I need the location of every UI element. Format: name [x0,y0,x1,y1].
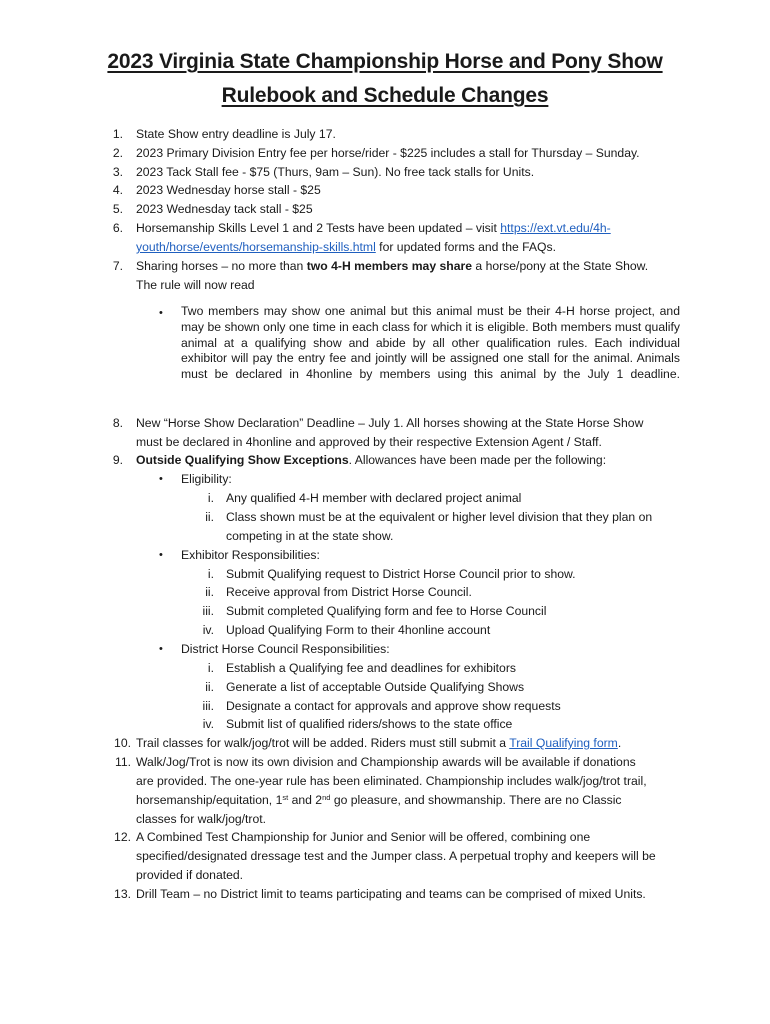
sub-item-text: Submit list of qualified riders/shows to the state office [226,717,513,731]
roman-number: ii. [205,510,214,524]
sub-item-text: Designate a contact for approvals and approve show requests [226,699,561,713]
item-text: 2023 Wednesday horse stall - $25 [136,183,321,197]
roman-number: iii. [202,699,214,713]
item-number: 7. [112,259,123,273]
sub-item-text: Submit Qualifying request to District Horse Council prior to show. [226,567,576,581]
superscript: nd [322,793,331,802]
roman-number: i. [207,661,214,675]
item-text: are provided. The one-year rule has been eliminated. Championship includes walk/jog/trot trail, [136,774,647,788]
item-text: classes for walk/jog/trot. [136,812,267,826]
item-number: 8. [112,416,123,430]
sub-item-text: Receive approval from District Horse Council. [226,585,472,599]
sub-item-text: Class shown must be at the equivalent or higher level division that they plan on [226,510,653,524]
item-text: for updated forms and the FAQs. [375,240,556,254]
item-text: 2023 Tack Stall fee - $75 (Thurs, 9am – Sun). No free tack stalls for Units. [136,165,535,179]
item-text: . [617,736,622,750]
roman-number: iv. [202,717,214,731]
bullet: • [159,549,163,561]
item-bold-text: two 4-H members may share [306,259,473,273]
sub-item-text: Submit completed Qualifying form and fee to Horse Council [226,604,547,618]
roman-number: i. [207,491,214,505]
roman-number: i. [207,567,214,581]
item-text: specified/designated dressage test and the Jumper class. A perpetual trophy and keepers will be [136,849,656,863]
item-text: must be declared in 4honline and approved by their respective Extension Agent / Staff. [136,435,602,449]
item-number: 12. [114,830,131,844]
item-number: 1. [112,127,123,141]
item-text: 2023 Primary Division Entry fee per horse/rider - $225 includes a stall for Thursday – Sunday. [136,146,640,160]
item-number: 5. [112,202,123,216]
item-number: 2. [112,146,123,160]
item-number: 11. [114,755,131,769]
bullet: • [159,307,163,319]
item-number: 13. [114,887,131,901]
item-bold-text: Outside Qualifying Show Exceptions [136,453,349,467]
item-number: 3. [112,165,123,179]
group-heading: District Horse Council Responsibilities: [181,642,390,656]
item-text: go pleasure, and showmanship. There are no Classic [330,793,622,807]
horsemanship-skills-link-cont[interactable]: youth/horse/events/horsemanship-skills.html [136,240,376,254]
horsemanship-skills-link[interactable]: https://ext.vt.edu/4h- [500,221,611,235]
roman-number: ii. [205,680,214,694]
item-text: 2023 Wednesday tack stall - $25 [136,202,313,216]
item-text: Horsemanship Skills Level 1 and 2 Tests have been updated – visit [136,221,501,235]
bullet: • [159,643,163,655]
group-heading: Eligibility: [181,472,232,486]
document-title-line-2: Rulebook and Schedule Changes [221,84,549,107]
item-text: Drill Team – no District limit to teams participating and teams can be comprised of mixed Units. [136,887,646,901]
group-heading: Exhibitor Responsibilities: [181,548,320,562]
roman-number: iv. [202,623,214,637]
superscript: st [282,793,289,802]
item-number: 10. [114,736,131,750]
sub-item-text: Any qualified 4-H member with declared project animal [226,491,522,505]
item-text: . Allowances have been made per the following: [348,453,607,467]
item-text: provided if donated. [136,868,244,882]
item-text: a horse/pony at the State Show. [472,259,649,273]
item-number: 4. [112,183,123,197]
roman-number: ii. [205,585,214,599]
item-text: Walk/Jog/Trot is now its own division and Championship awards will be available if donations [136,755,636,769]
item-text: horsemanship/equitation, 1 [136,793,283,807]
sub-item-text: Establish a Qualifying fee and deadlines for exhibitors [226,661,516,675]
item-number: 6. [112,221,123,235]
sub-item-text: Generate a list of acceptable Outside Qualifying Shows [226,680,525,694]
item-text: New “Horse Show Declaration” Deadline – July 1. All horses showing at the State Horse Show [136,416,644,430]
bullet: • [159,473,163,485]
roman-number: iii. [202,604,214,618]
sub-item-text: competing in at the state show. [226,529,394,543]
item-number: 9. [112,453,123,467]
trail-qualifying-form-link[interactable]: Trail Qualifying form [509,736,618,750]
item-text: Trail classes for walk/jog/trot will be added. Riders must still submit a [136,736,510,750]
item-text: Sharing horses – no more than [136,259,307,273]
item-text: The rule will now read [136,278,255,292]
item-text: A Combined Test Championship for Junior and Senior will be offered, combining one [136,830,591,844]
item-text: State Show entry deadline is July 17. [136,127,336,141]
rule-quote-text: Two members may show one animal but this animal must be their 4-H horse project, and may be shown only one time in each class for which it is eligible. Both members must qualify animal at a qualifying show and abide by all other qualification rules. Each individual exhibitor will pay the entry fee and jointly will be assigned one stall for the animal. Animals must be declared in 4honline by members using this animal by the July 1 deadline. [181,304,680,382]
sub-item-text: Upload Qualifying Form to their 4honline account [226,623,491,637]
document-title-line-1: 2023 Virginia State Championship Horse and Pony Show [107,50,663,73]
item-text: and 2 [288,793,323,807]
